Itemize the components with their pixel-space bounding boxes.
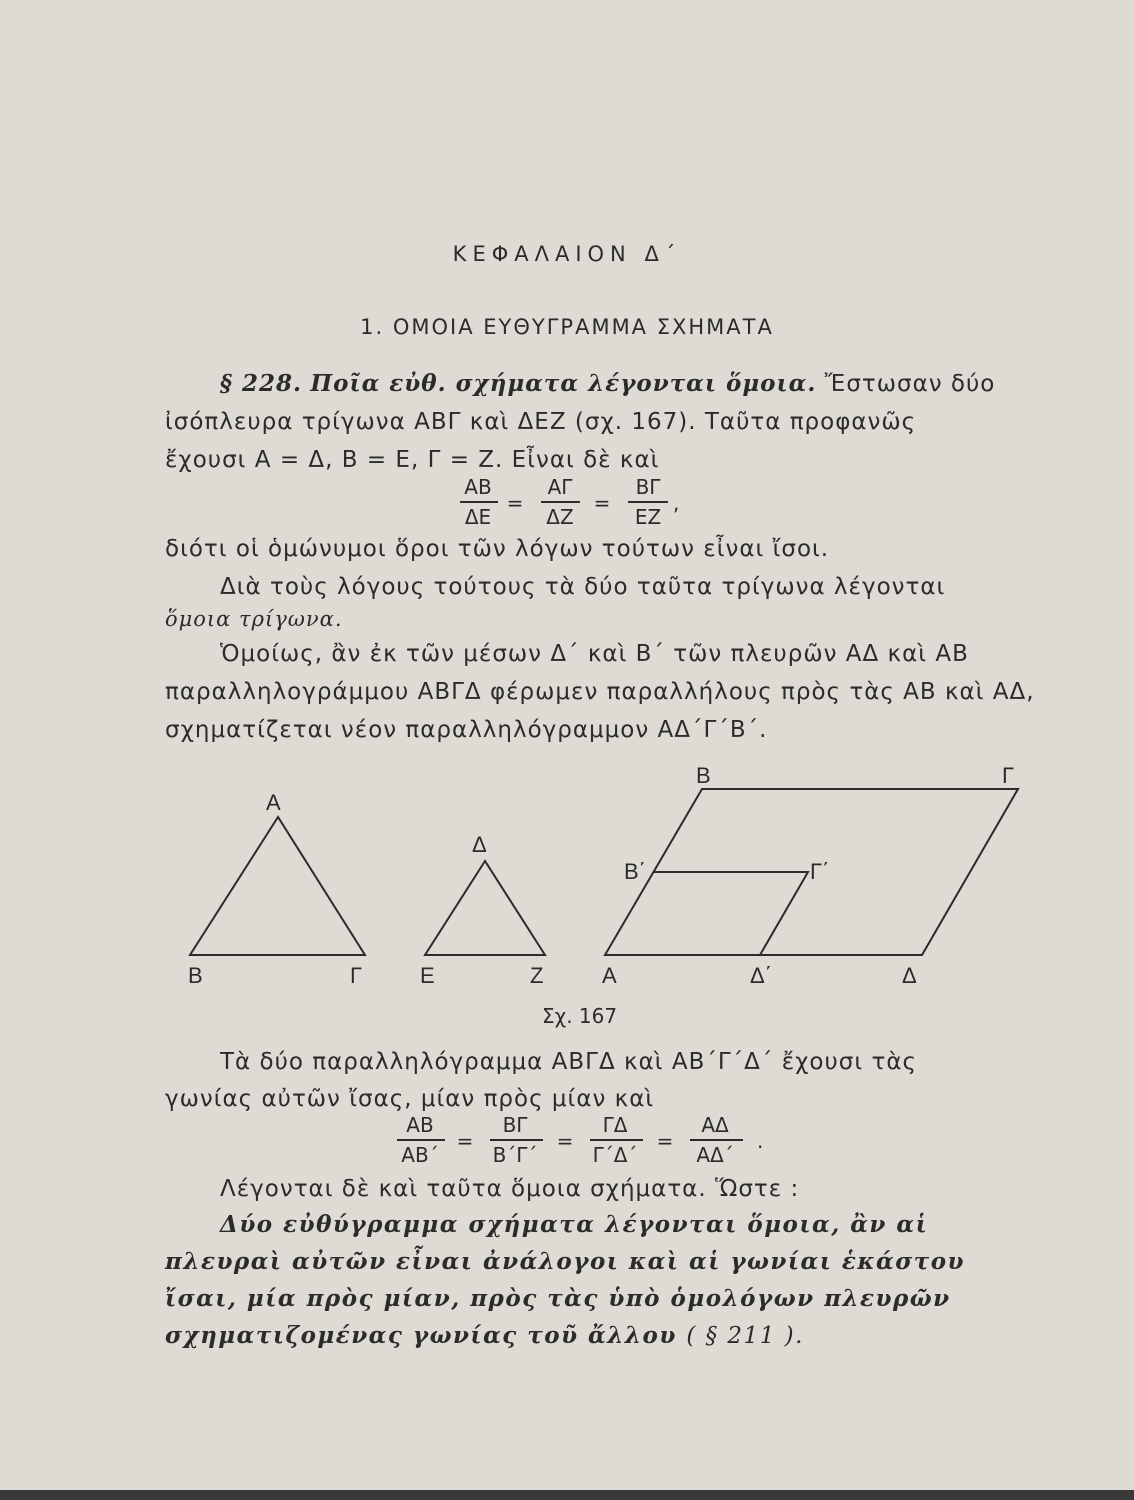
text-line: Τὰ δύο παραλληλόγραμμα ΑΒΓΔ καὶ ΑΒ΄Γ΄Δ΄ ἔχουσι τὰς <box>220 1049 917 1075</box>
fraction-denominator: Β΄Γ΄ <box>492 1143 538 1167</box>
paragraph-2: Ὁμοίως, ἂν ἐκ τῶν μέσων Δ΄ καὶ Β΄ τῶν πλευρῶν ΑΔ καὶ ΑΒ παραλληλογράμμου ΑΒΓΔ φέρωμεν παραλλήλους πρὸς τὰς ΑΒ καὶ ΑΔ, σχηματίζεται νέον παραλληλόγραμμον ΑΔ΄Γ΄Β΄. <box>165 641 1035 743</box>
vertex-label: Α <box>266 790 281 815</box>
vertex-label: Γ <box>1002 763 1015 788</box>
text-line: γωνίας αὐτῶν ἴσας, μίαν πρὸς μίαν καὶ <box>165 1086 655 1112</box>
vertex-label: Γ΄ <box>810 859 830 884</box>
vertex-label: Δ΄ <box>750 963 773 988</box>
fraction-denominator: ΔΖ <box>546 505 574 529</box>
fraction-denominator: ΑΒ΄ <box>401 1143 439 1167</box>
fraction-numerator: ΒΓ <box>635 475 661 499</box>
fraction-denominator: Γ΄Δ΄ <box>592 1143 638 1167</box>
paragraph-number: § 228. <box>220 370 303 397</box>
vertex-label: Β <box>696 763 711 788</box>
fraction-denominator: ΕΖ <box>634 505 662 529</box>
figure-caption: Σχ. 167 <box>542 1004 618 1028</box>
italic-term: ὅμοια τρίγωνα. <box>165 607 343 631</box>
definition-text: Δύο εὐθύγραμμα σχήματα λέγονται ὅμοια, ἂν αἱ πλευραὶ αὐτῶν εἶναι ἀνάλογοι καὶ αἱ γωνίαι ἑκάστου ἴσαι, μία πρὸς μίαν, πρὸς τὰς ὑπὸ ὁμολόγων πλευρῶν σχηματιζομένας γωνίας τοῦ ἄλλου <box>165 1211 965 1349</box>
fraction-numerator: ΑΒ <box>464 475 492 499</box>
fraction-numerator: ΑΓ <box>547 475 573 499</box>
ratio-equation-2 <box>395 1110 785 1170</box>
fraction-denominator: ΔΕ <box>464 505 492 529</box>
vertex-label: Α <box>602 963 617 988</box>
text-line: Διὰ τοὺς λόγους τούτους τὰ δύο ταῦτα τρίγωνα λέγονται <box>220 574 946 600</box>
parallelogram-inner <box>654 872 808 955</box>
fraction-numerator: ΓΔ <box>602 1113 628 1137</box>
triangle-dez <box>425 861 545 955</box>
fraction-numerator: ΑΔ <box>701 1113 729 1137</box>
equals-sign: = <box>556 1129 574 1153</box>
figure-167 <box>160 755 1040 1035</box>
fraction-numerator: ΒΓ <box>502 1113 528 1137</box>
triangle-abg <box>190 817 365 955</box>
section-reference: ( § 211 ). <box>686 1323 804 1349</box>
page-bottom-edge <box>0 1490 1134 1500</box>
paragraph-text: Ἔστωσαν δύο <box>824 371 996 397</box>
section-heading: 1. ΟΜΟΙΑ ΕΥΘΥΓΡΑΜΜΑ ΣΧΗΜΑΤΑ <box>360 315 774 339</box>
equals-sign: = <box>656 1129 674 1153</box>
equals-sign: = <box>506 491 524 515</box>
vertex-label: Ζ <box>530 963 544 988</box>
equals-sign: = <box>456 1129 474 1153</box>
vertex-label: Δ <box>902 963 917 988</box>
fraction-denominator: ΑΔ΄ <box>696 1143 734 1167</box>
chapter-heading: ΚΕΦΑΛΑΙΟΝ Δ΄ <box>452 242 682 266</box>
equation-tail: , <box>673 491 680 515</box>
paragraph-title: Ποῖα εὐθ. σχήματα λέγονται ὅμοια. <box>310 370 817 397</box>
definition <box>165 1206 1045 1355</box>
text-line: ἔχουσι Α = Δ, Β = Ε, Γ = Ζ. Εἶναι δὲ καὶ <box>165 447 660 473</box>
fraction-numerator: ΑΒ <box>406 1113 434 1137</box>
text-line: Λέγονται δὲ καὶ ταῦτα ὅμοια σχήματα. Ὥστε : <box>220 1176 800 1202</box>
vertex-label: Β <box>188 963 203 988</box>
text-line: διότι οἱ ὁμώνυμοι ὅροι τῶν λόγων τούτων εἶναι ἴσοι. <box>165 536 830 562</box>
equation-tail: . <box>757 1129 764 1153</box>
text-line: ἰσόπλευρα τρίγωνα ΑΒΓ καὶ ΔΕΖ (σχ. 167). Ταῦτα προφανῶς <box>165 409 917 435</box>
vertex-label: Ε <box>420 963 435 988</box>
vertex-label: Δ <box>472 832 487 857</box>
vertex-label: Β΄ <box>624 859 646 884</box>
equals-sign: = <box>593 491 611 515</box>
ratio-equation-1 <box>460 472 740 532</box>
paragraph-228 <box>165 365 1045 403</box>
vertex-label: Γ <box>350 963 363 988</box>
